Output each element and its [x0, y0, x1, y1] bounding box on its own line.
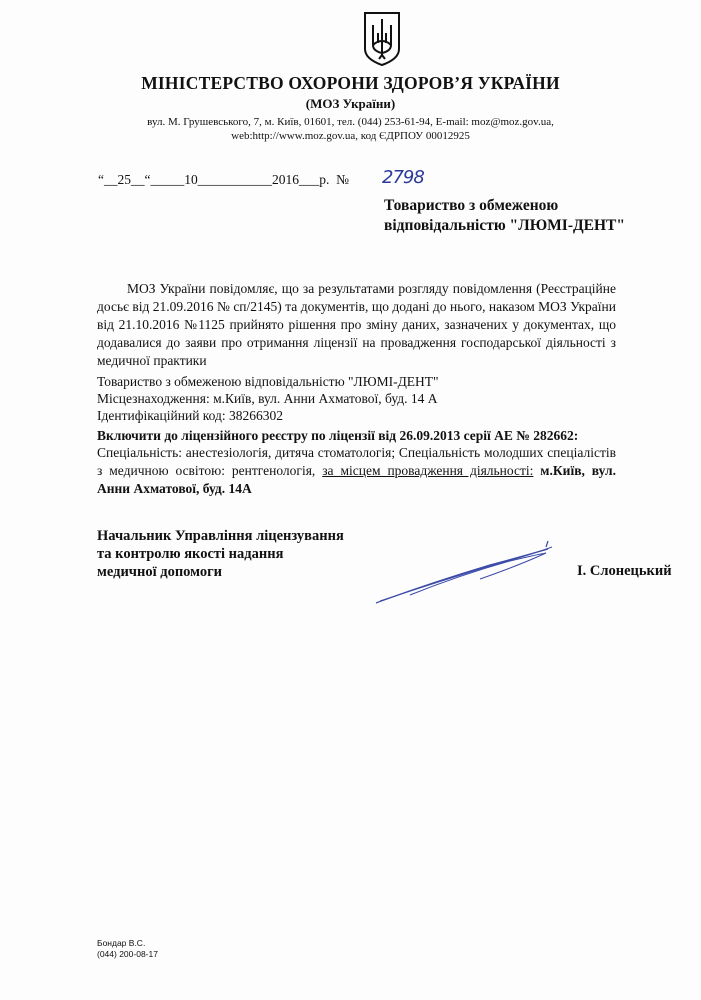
executor-name: Бондар В.С. — [97, 938, 146, 948]
company-location: Місцезнаходження: м.Київ, вул. Анни Ахматової, буд. 14 А — [97, 391, 438, 406]
registry-inclusion: Включити до ліцензійного реєстру по ліцензії від 26.09.2013 серії АЕ № 282662: — [97, 428, 579, 443]
footer-executor — [97, 938, 158, 960]
ministry-abbreviation: (МОЗ України) — [305, 96, 396, 111]
specialties-text: Спеціальність: анестезіологія, дитяча стоматологія; Спеціальність молодших спеціалістів з медичною освітою: рентгенологія, — [97, 445, 616, 478]
ministry-address: вул. М. Грушевського, 7, м. Київ, 01601, тел. (044) 253-61-94, E-mail: moz@moz.gov.ua, — [147, 116, 554, 128]
addressee-line-2: відповідальністю "ЛЮМІ-ДЕНТ" — [384, 217, 625, 234]
company-id-code: Ідентифікаційний код: 38266302 — [97, 408, 284, 423]
specialties-paragraph — [97, 444, 616, 498]
position-line-3: медичної допомоги — [97, 564, 223, 580]
main-paragraph: МОЗ України повідомляє, що за результатами розгляду повідомлення (Реєстраційне досьє від 21.09.2016 № сп/2145) та документів, що додані до нього, наказом МОЗ України від 21.10.2016 №1125 прийнято рішення про зміну даних, зазначених у документах, що додавалися до заяви про отримання ліцензії на провадження господарської діяльності з медичної практики — [97, 281, 616, 368]
ministry-name: МІНІСТЕРСТВО ОХОРОНИ ЗДОРОВ’Я УКРАЇНИ — [141, 73, 560, 93]
registration-number-handwritten: 2798 — [382, 167, 424, 188]
executor-phone: (044) 200-08-17 — [97, 949, 158, 959]
signatory-name: І. Слонецький — [577, 563, 672, 579]
signatory-position — [97, 527, 344, 581]
position-line-2: та контролю якості надання — [97, 546, 284, 562]
position-line-1: Начальник Управління ліцензування — [97, 528, 344, 544]
company-name: Товариство з обмеженою відповідальністю "ЛЮМІ-ДЕНТ" — [97, 374, 439, 389]
addressee — [384, 196, 625, 236]
activity-place-address: м.Київ, вул. Анни Ахматової, буд. 14А — [97, 463, 616, 496]
ministry-web-code: web:http://www.moz.gov.ua, код ЄДРПОУ 00012925 — [231, 130, 470, 142]
date-line: “__25__“_____10___________2016___р. № — [98, 172, 349, 187]
handwritten-signature — [370, 535, 560, 610]
addressee-line-1: Товариство з обмеженою — [384, 197, 559, 214]
trident-coat-of-arms-icon — [363, 11, 401, 67]
activity-place-label: за місцем провадження діяльності: — [322, 463, 534, 478]
